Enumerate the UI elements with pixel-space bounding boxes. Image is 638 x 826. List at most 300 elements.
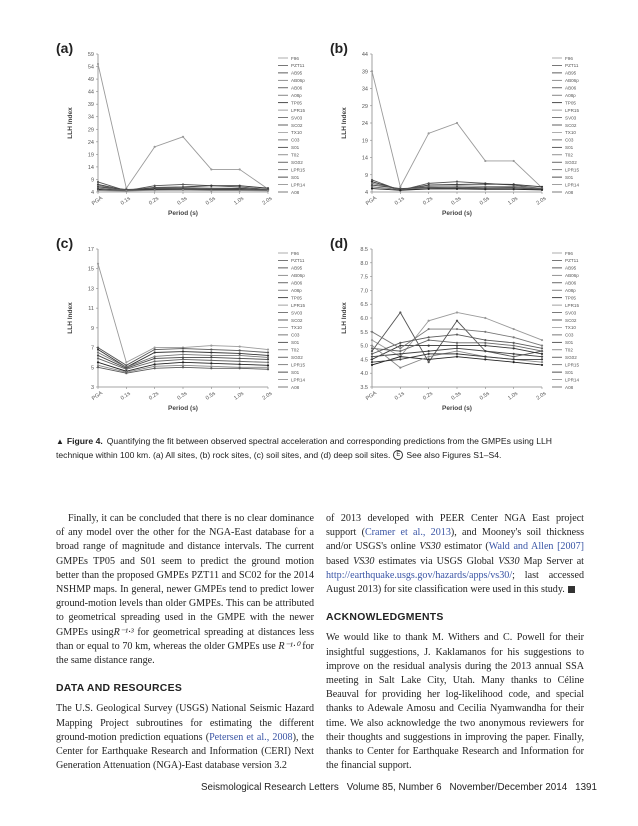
y-tick-label: 6.0 bbox=[360, 316, 368, 322]
data-point bbox=[399, 350, 401, 352]
legend-entry: LPR15 bbox=[291, 362, 306, 368]
data-point bbox=[97, 181, 99, 183]
legend-entry: LPR15 bbox=[565, 302, 580, 308]
x-tick-label: 0.2s bbox=[422, 195, 435, 207]
data-point bbox=[154, 360, 156, 362]
data-point bbox=[371, 358, 373, 360]
data-point bbox=[154, 365, 156, 367]
data-point bbox=[428, 358, 430, 360]
data-point bbox=[371, 353, 373, 355]
y-tick-label: 24 bbox=[87, 139, 94, 146]
x-tick-label: 1.0s bbox=[507, 195, 520, 207]
data-point bbox=[484, 350, 486, 352]
y-tick-label: 4 bbox=[90, 190, 94, 196]
y-tick-label: 3.5 bbox=[360, 385, 368, 391]
legend-entry: AB06 bbox=[565, 85, 577, 91]
legend-entry: S01 bbox=[565, 369, 574, 375]
data-point bbox=[239, 363, 241, 365]
legend-entry: TP05 bbox=[565, 295, 576, 301]
legend-entry: A08p bbox=[565, 93, 576, 99]
url-link-vs30[interactable]: http://earthquake.usgs.gov/hazards/apps/vs30/ bbox=[326, 569, 513, 581]
caption-text: Quantifying the fit between observed spectral acceleration and corresponding predictions from the GMPEs using LLH technique within 100 km. (a) All sites, (b) rock sites, (c) soil sites, and (d) deep soil sites. bbox=[56, 436, 552, 460]
y-tick-label: 6.5 bbox=[360, 302, 368, 309]
data-point bbox=[541, 358, 543, 360]
data-point bbox=[182, 189, 184, 191]
data-point bbox=[541, 339, 543, 341]
x-tick-label: 0.3s bbox=[450, 390, 463, 402]
x-tick-label: 1.0s bbox=[233, 195, 246, 207]
y-tick-label: 49 bbox=[87, 77, 94, 84]
x-tick-label: 2.0s bbox=[535, 195, 548, 207]
data-point bbox=[456, 333, 458, 335]
y-axis-label: LLH Index bbox=[67, 302, 74, 334]
data-point bbox=[541, 347, 543, 349]
legend-entry: LPR15 bbox=[565, 362, 580, 368]
series-line bbox=[372, 357, 542, 365]
footer-date: November/December 2014 bbox=[449, 782, 568, 793]
data-point bbox=[182, 347, 184, 349]
caption-marker: ▲ bbox=[56, 437, 64, 446]
legend-entry: C03 bbox=[565, 332, 574, 338]
data-point bbox=[97, 364, 99, 366]
footer-journal: Seismological Research Letters bbox=[201, 782, 339, 793]
legend-entry: SC02 bbox=[565, 122, 577, 128]
data-point bbox=[541, 350, 543, 352]
x-tick-label: 1.0s bbox=[233, 390, 246, 402]
data-point bbox=[154, 346, 156, 348]
data-point bbox=[456, 328, 458, 330]
citation-link-wald[interactable]: Wald and Allen [2007] bbox=[488, 541, 584, 553]
data-point bbox=[97, 348, 99, 350]
data-point bbox=[484, 342, 486, 344]
y-tick-label: 4.5 bbox=[360, 357, 368, 364]
panel-label-b: (b) bbox=[330, 40, 348, 56]
legend-entry: LPR15 bbox=[291, 302, 306, 308]
data-point bbox=[428, 188, 430, 190]
data-point bbox=[513, 353, 515, 355]
legend-entry: A08 bbox=[291, 384, 300, 390]
data-point bbox=[399, 367, 401, 369]
x-tick-label: 0.3s bbox=[450, 195, 463, 207]
data-point bbox=[371, 187, 373, 189]
data-point bbox=[125, 372, 127, 374]
data-point bbox=[371, 345, 373, 347]
y-tick-label: 59 bbox=[87, 52, 94, 58]
data-point bbox=[428, 320, 430, 322]
legend-entry: F96 bbox=[291, 55, 299, 61]
y-tick-label: 34 bbox=[361, 86, 368, 93]
legend-entry: A08 bbox=[565, 189, 574, 195]
panel-label-a: (a) bbox=[56, 40, 74, 56]
data-point bbox=[513, 356, 515, 358]
x-tick-label: 2.0s bbox=[535, 390, 548, 402]
y-tick-label: 4.0 bbox=[360, 371, 368, 378]
data-point bbox=[182, 361, 184, 363]
legend-entry: AB06p bbox=[291, 273, 305, 279]
legend-entry: C03 bbox=[291, 332, 300, 338]
legend-entry: LPR14 bbox=[291, 182, 306, 188]
data-point bbox=[210, 348, 212, 350]
paragraph-conclusion: Finally, it can be concluded that there is no clear dominance of any model over the other for the NGA-East database for a broad range of magnitude and distance intervals. The current GMPEs TP05 and S01 seem to predict the ground motion better than the proposed GMPEs PZT11 and SC02 for the 2014 NSHMP maps. In general, newer GMPEs tend to predict lower ground-motion levels than older GMPEs. This can be attributed to geometrical spreading used in the GMPE with the newer GMPEs usingR⁻¹·³ for geometrical spreading at distances less than or equal to 70 km, whereas the older GMPEs use R⁻¹·⁰ for the same distance range. bbox=[56, 513, 314, 667]
y-tick-label: 14 bbox=[361, 155, 368, 162]
y-tick-label: 4 bbox=[364, 190, 368, 196]
data-point bbox=[154, 367, 156, 369]
figure-panel-d bbox=[330, 235, 598, 413]
legend-entry: S01 bbox=[565, 174, 574, 180]
citation-link-cramer[interactable]: Cramer et al., 2013 bbox=[364, 527, 451, 539]
data-point bbox=[210, 168, 212, 170]
data-point bbox=[267, 368, 269, 370]
x-tick-label: 0.5s bbox=[204, 195, 217, 207]
panel-label-d: (d) bbox=[330, 235, 348, 251]
data-point bbox=[210, 354, 212, 356]
y-tick-label: 13 bbox=[87, 286, 94, 293]
data-point bbox=[239, 189, 241, 191]
legend-entry: PZT11 bbox=[291, 63, 305, 69]
data-point bbox=[456, 342, 458, 344]
data-point bbox=[541, 189, 543, 191]
x-tick-label: 0.2s bbox=[422, 390, 435, 402]
end-mark-icon bbox=[568, 586, 575, 593]
y-tick-label: 39 bbox=[361, 69, 368, 76]
y-tick-label: 29 bbox=[87, 127, 94, 134]
data-point bbox=[371, 70, 373, 72]
data-point bbox=[371, 356, 373, 358]
y-tick-label: 5 bbox=[90, 365, 94, 372]
data-point bbox=[484, 345, 486, 347]
y-tick-label: 34 bbox=[87, 114, 94, 121]
legend-entry: A08 bbox=[565, 384, 574, 390]
citation-link-petersen[interactable]: Petersen et al., 2008 bbox=[209, 731, 293, 743]
y-tick-label: 5.0 bbox=[360, 343, 368, 350]
data-point bbox=[154, 357, 156, 359]
x-tick-label: 0.5s bbox=[204, 390, 217, 402]
legend-entry: AB06 bbox=[291, 280, 303, 286]
paragraph-data-resources-cont: of 2013 developed with PEER Center NGA East project support (Cramer et al., 2013), and Mooney's soil thickness and/or USGS's online VS30 estimator (Wald and Allen [2007] based VS30 estimates via USGS Global VS30 Map Server at http://earthquake.usgs.gov/hazards/apps/vs30/; last accessed August 2013) for site classification were used in this study. bbox=[326, 513, 585, 596]
data-point bbox=[428, 353, 430, 355]
legend-entry: S01 bbox=[565, 145, 574, 151]
chart-d bbox=[330, 235, 598, 413]
data-point bbox=[154, 355, 156, 357]
data-point bbox=[399, 353, 401, 355]
footer-volume: Volume 85, Number 6 bbox=[346, 782, 442, 793]
caption-label: Figure 4. bbox=[66, 436, 103, 446]
legend-entry: F96 bbox=[565, 250, 573, 256]
page-footer bbox=[201, 782, 605, 793]
data-point bbox=[97, 189, 99, 191]
data-point bbox=[399, 189, 401, 191]
series-line bbox=[372, 71, 542, 188]
x-tick-label: 0.3s bbox=[176, 390, 189, 402]
data-point bbox=[182, 183, 184, 185]
electronic-supplement-icon: E bbox=[393, 450, 403, 460]
data-point bbox=[267, 351, 269, 353]
legend-entry: TX10 bbox=[565, 325, 576, 331]
data-point bbox=[428, 361, 430, 363]
panel-label-c: (c) bbox=[56, 235, 74, 251]
data-point bbox=[182, 356, 184, 358]
x-tick-label: PGA bbox=[364, 195, 378, 207]
data-point bbox=[97, 354, 99, 356]
data-point bbox=[154, 351, 156, 353]
data-point bbox=[239, 185, 241, 187]
data-point bbox=[125, 361, 127, 363]
paragraph-data-resources: The U.S. Geological Survey (USGS) National Seismic Hazard Mapping Project subroutines for estimating the different ground-motion prediction equations (Petersen et al., 2008), the Center for Earthquake Research and Information (CERI) Next Generation Attenuation (NGA)-East database version 3.2 bbox=[56, 703, 314, 772]
data-point bbox=[210, 351, 212, 353]
figure-panel-a bbox=[56, 40, 324, 218]
data-point bbox=[210, 359, 212, 361]
legend-entry: A08p bbox=[565, 288, 576, 294]
data-point bbox=[371, 331, 373, 333]
data-point bbox=[182, 358, 184, 360]
data-point bbox=[428, 345, 430, 347]
paragraph-acknowledgments: We would like to thank M. Withers and C. Powell for their insightful suggestions, J. Kaklamanos for his suggestions to improve on the residual analysis during the 2013 annual SSA meeting in Salt Lake City, Utah. Many thanks to Céline Beauval for providing her log-likelihood code, and special thanks to Adewale Amosu and Cecilia Nyamwandha for their time. We also acknowledge the two anonymous reviewers for their thoughts and suggestions in improving the paper. Finally, thanks to Center for Earthquake Research and Information for the financial support. bbox=[326, 632, 584, 772]
data-point bbox=[541, 345, 543, 347]
y-tick-label: 44 bbox=[87, 89, 94, 96]
legend-entry: LPR15 bbox=[291, 107, 306, 113]
legend-entry: TX10 bbox=[291, 130, 302, 136]
chart-c bbox=[56, 235, 324, 413]
legend-entry: A08p bbox=[291, 288, 302, 294]
data-point bbox=[456, 353, 458, 355]
chart-a bbox=[56, 40, 324, 218]
legend-entry: SG02 bbox=[565, 160, 577, 166]
data-point bbox=[210, 362, 212, 364]
legend-entry: S01 bbox=[565, 340, 574, 346]
legend-entry: AB06 bbox=[291, 85, 303, 91]
data-point bbox=[97, 357, 99, 359]
x-tick-label: 0.1s bbox=[393, 195, 406, 207]
data-point bbox=[456, 320, 458, 322]
legend-entry: SG02 bbox=[565, 355, 577, 361]
legend-entry: T02 bbox=[291, 152, 299, 158]
legend-entry: PZT11 bbox=[565, 63, 579, 69]
legend-entry: T02 bbox=[565, 347, 573, 353]
data-point bbox=[210, 185, 212, 187]
data-point bbox=[371, 347, 373, 349]
left-column bbox=[56, 512, 314, 773]
data-point bbox=[154, 189, 156, 191]
y-tick-label: 39 bbox=[87, 102, 94, 109]
x-tick-label: 0.1s bbox=[119, 195, 132, 207]
data-point bbox=[154, 363, 156, 365]
data-point bbox=[399, 356, 401, 358]
legend-entry: AB06p bbox=[565, 273, 579, 279]
data-point bbox=[97, 346, 99, 348]
legend-entry: AB06p bbox=[565, 78, 579, 84]
data-point bbox=[428, 132, 430, 134]
legend-entry: F96 bbox=[291, 250, 299, 256]
y-tick-label: 7.0 bbox=[360, 288, 368, 295]
legend-entry: LPR14 bbox=[565, 377, 580, 383]
legend-entry: TP05 bbox=[291, 100, 302, 106]
data-point bbox=[182, 353, 184, 355]
series-line bbox=[98, 64, 268, 189]
data-point bbox=[428, 350, 430, 352]
data-point bbox=[399, 342, 401, 344]
legend-entry: C03 bbox=[565, 137, 574, 143]
y-axis-label: LLH Index bbox=[341, 302, 348, 334]
y-tick-label: 44 bbox=[361, 52, 368, 58]
legend-entry: C03 bbox=[291, 137, 300, 143]
y-tick-label: 3 bbox=[90, 385, 94, 391]
data-point bbox=[484, 339, 486, 341]
data-point bbox=[484, 188, 486, 190]
data-point bbox=[456, 345, 458, 347]
legend-entry: LPR15 bbox=[291, 167, 306, 173]
data-point bbox=[267, 354, 269, 356]
x-tick-label: 0.2s bbox=[148, 195, 161, 207]
y-tick-label: 19 bbox=[87, 152, 94, 159]
data-point bbox=[456, 356, 458, 358]
y-tick-label: 24 bbox=[361, 121, 368, 127]
data-point bbox=[267, 348, 269, 350]
x-tick-label: 0.5s bbox=[478, 390, 491, 402]
data-point bbox=[97, 366, 99, 368]
legend-entry: AB06p bbox=[291, 78, 305, 84]
chart-b bbox=[330, 40, 598, 218]
data-point bbox=[154, 146, 156, 148]
x-tick-label: 0.1s bbox=[393, 390, 406, 402]
x-tick-label: PGA bbox=[90, 390, 104, 402]
y-axis-label: LLH Index bbox=[67, 107, 74, 139]
data-point bbox=[239, 360, 241, 362]
data-point bbox=[210, 365, 212, 367]
data-point bbox=[97, 263, 99, 265]
y-tick-label: 29 bbox=[361, 103, 368, 110]
figure-panel-b bbox=[330, 40, 598, 218]
data-point bbox=[239, 345, 241, 347]
y-tick-label: 9 bbox=[90, 177, 94, 184]
legend-entry: SV03 bbox=[291, 115, 303, 121]
legend-entry: S01 bbox=[291, 145, 300, 151]
data-point bbox=[210, 345, 212, 347]
data-point bbox=[513, 345, 515, 347]
legend-entry: SC02 bbox=[291, 122, 303, 128]
data-point bbox=[513, 336, 515, 338]
data-point bbox=[267, 364, 269, 366]
legend-entry: SV03 bbox=[565, 310, 577, 316]
data-point bbox=[371, 350, 373, 352]
legend-entry: S01 bbox=[291, 174, 300, 180]
legend-entry: T02 bbox=[565, 152, 573, 158]
legend-entry: SC02 bbox=[565, 317, 577, 323]
legend-entry: AB06 bbox=[565, 280, 577, 286]
legend-entry: S01 bbox=[291, 340, 300, 346]
y-tick-label: 9 bbox=[90, 325, 94, 332]
y-tick-label: 8.0 bbox=[360, 260, 368, 267]
data-point bbox=[267, 356, 269, 358]
data-point bbox=[239, 367, 241, 369]
data-point bbox=[210, 367, 212, 369]
y-tick-label: 7.5 bbox=[360, 274, 368, 281]
data-point bbox=[154, 348, 156, 350]
x-tick-label: 0.3s bbox=[176, 195, 189, 207]
data-point bbox=[267, 358, 269, 360]
legend-entry: A08 bbox=[291, 189, 300, 195]
y-tick-label: 15 bbox=[87, 266, 94, 273]
data-point bbox=[428, 336, 430, 338]
data-point bbox=[267, 366, 269, 368]
x-axis-label: Period (s) bbox=[442, 405, 472, 412]
data-point bbox=[267, 361, 269, 363]
y-tick-label: 11 bbox=[88, 306, 94, 313]
data-point bbox=[541, 364, 543, 366]
y-tick-label: 5.5 bbox=[360, 329, 368, 336]
legend-entry: SC02 bbox=[291, 317, 303, 323]
figure-caption bbox=[56, 435, 584, 462]
legend-entry: TP05 bbox=[565, 100, 576, 106]
x-tick-label: 0.5s bbox=[478, 195, 491, 207]
data-point bbox=[484, 183, 486, 185]
legend-entry: SV03 bbox=[565, 115, 577, 121]
data-point bbox=[428, 356, 430, 358]
data-point bbox=[484, 356, 486, 358]
legend-entry: LPR14 bbox=[565, 182, 580, 188]
data-point bbox=[513, 361, 515, 363]
right-column bbox=[326, 512, 584, 773]
legend-entry: TX10 bbox=[565, 130, 576, 136]
data-point bbox=[399, 311, 401, 313]
heading-acknowledgments: ACKNOWLEDGMENTS bbox=[326, 612, 444, 624]
legend-entry: LPR15 bbox=[565, 167, 580, 173]
legend-entry: LPR14 bbox=[291, 377, 306, 383]
data-point bbox=[484, 358, 486, 360]
data-point bbox=[428, 339, 430, 341]
legend-entry: LPR15 bbox=[565, 107, 580, 113]
x-tick-label: 2.0s bbox=[261, 390, 274, 402]
legend-entry: AB95 bbox=[565, 265, 577, 271]
data-point bbox=[182, 366, 184, 368]
data-point bbox=[239, 349, 241, 351]
data-point bbox=[513, 183, 515, 185]
data-point bbox=[456, 311, 458, 313]
legend-entry: SG02 bbox=[291, 160, 303, 166]
data-point bbox=[399, 345, 401, 347]
data-point bbox=[371, 361, 373, 363]
data-point bbox=[456, 122, 458, 124]
data-point bbox=[513, 328, 515, 330]
data-point bbox=[456, 350, 458, 352]
legend-entry: SV03 bbox=[291, 310, 303, 316]
heading-data-resources: DATA AND RESOURCES bbox=[56, 683, 183, 695]
data-point bbox=[484, 317, 486, 319]
y-axis-label: LLH Index bbox=[341, 107, 348, 139]
data-point bbox=[239, 357, 241, 359]
data-point bbox=[239, 168, 241, 170]
data-point bbox=[541, 353, 543, 355]
legend-entry: AB95 bbox=[565, 70, 577, 76]
data-point bbox=[97, 63, 99, 65]
data-point bbox=[182, 364, 184, 366]
legend-entry: T02 bbox=[291, 347, 299, 353]
footer-page: 1391 bbox=[575, 782, 597, 793]
data-point bbox=[399, 347, 401, 349]
data-point bbox=[239, 354, 241, 356]
data-point bbox=[484, 331, 486, 333]
data-point bbox=[456, 347, 458, 349]
data-point bbox=[541, 361, 543, 363]
data-point bbox=[97, 351, 99, 353]
data-point bbox=[182, 350, 184, 352]
data-point bbox=[182, 136, 184, 138]
data-point bbox=[210, 356, 212, 358]
data-point bbox=[125, 364, 127, 366]
x-tick-label: 2.0s bbox=[261, 195, 274, 207]
y-tick-label: 17 bbox=[87, 247, 94, 253]
data-point bbox=[513, 347, 515, 349]
x-axis-label: Period (s) bbox=[442, 210, 472, 217]
